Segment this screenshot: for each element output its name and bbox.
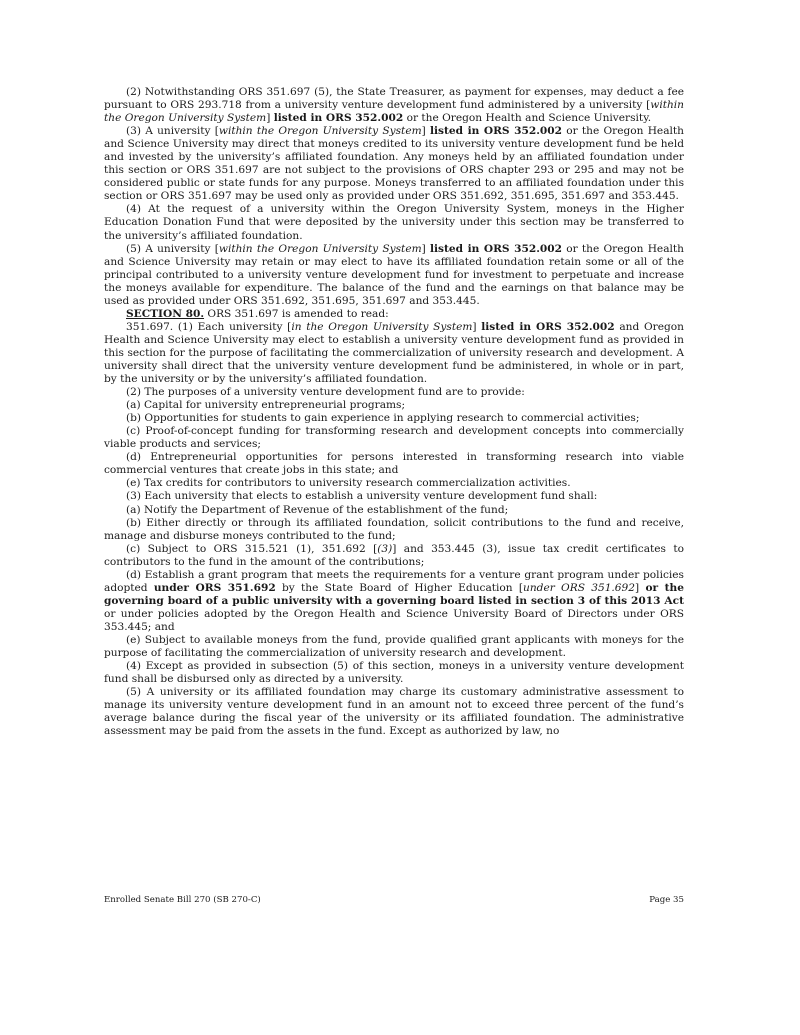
text-run: (4) Except as provided in subsection (5) of this section, moneys in a university venture development fund shall be disbursed only as directed by a university.	[104, 660, 684, 686]
text-run: (a) Notify the Department of Revenue of the establishment of the fund;	[126, 503, 509, 516]
text-run: (d) Establish a grant program that meets the requirements for a venture grant program under policies adopted	[104, 568, 684, 594]
text-run: (d) Entrepreneurial opportunities for persons interested in transforming research into viable commercial ventures that create jobs in this state; and	[104, 451, 684, 477]
paragraph	[104, 203, 684, 242]
paragraph	[104, 477, 684, 490]
paragraph	[104, 399, 684, 412]
text-run: (b) Opportunities for students to gain experience in applying research to commercial activities;	[126, 412, 640, 425]
paragraph	[104, 412, 684, 425]
paragraph	[104, 86, 684, 125]
bill-text	[104, 86, 684, 738]
amendment-insertion: listed in ORS 352.002	[481, 320, 615, 333]
text-run: or the Oregon Health and Science University may retain or may elect to have its affiliated foundation retain some or all of the principal contributed to a university venture development fund for investment to perpetuate and increase the moneys available for expenditure. The balance of the fund and the earnings on that balance may be used as provided under ORS 351.692, 351.695, 351.697 and 353.445.	[104, 242, 684, 307]
text-run: (3) Each university that elects to establish a university venture development fund shall:	[126, 490, 598, 503]
bill-identifier: Enrolled Senate Bill 270 (SB 270-C)	[104, 895, 261, 905]
text-run: (2) Notwithstanding ORS 351.697 (5), the State Treasurer, as payment for expenses, may deduct a fee pursuant to ORS 293.718 from a university venture development fund administered by a university [	[104, 86, 684, 112]
text-run: by the State Board of Higher Education [	[275, 581, 524, 594]
paragraph	[104, 451, 684, 477]
text-run: ] and 353.445 (3), issue tax credit certificates to contributors to the fund in the amount of the contributions;	[104, 542, 685, 568]
text-run: (5) A university [	[126, 242, 219, 255]
text-run: ]	[266, 112, 274, 125]
paragraph	[104, 425, 684, 451]
text-run: (4) At the request of a university within the Oregon University System, moneys in the Higher Education Donation Fund that were deposited by the university under this section may be transferred to the university’s affiliated foundation.	[104, 203, 684, 242]
amendment-deletion: within the Oregon University System	[218, 242, 422, 255]
paragraph	[104, 243, 684, 308]
paragraph	[104, 543, 684, 569]
text-run: (c) Proof-of-concept funding for transforming research and development concepts into commercially viable products and services;	[104, 425, 684, 451]
text-run: (e) Subject to available moneys from the fund, provide qualified grant applicants with moneys for the purpose of facilitating the commercialization of university research and development.	[104, 633, 684, 660]
text-run: or the Oregon Health and Science University may direct that moneys credited to its university venture development fund be held and invested by the university’s affiliated foundation. Any moneys held by an affiliated foundation under this section or ORS 351.697 are not subject to the provisions of ORS chapter 293 or 295 and may not be considered public or state funds for any purpose. Moneys transferred to an affiliated foundation under this section or ORS 351.697 may be used only as provided under ORS 351.692, 351.695, 351.697 and 353.445.	[104, 125, 684, 203]
text-run: (3) A university [	[126, 125, 219, 138]
amendment-insertion: listed in ORS 352.002	[430, 242, 563, 255]
amendment-deletion: under ORS 351.692	[523, 581, 636, 594]
paragraph	[104, 634, 684, 660]
text-run: and Oregon Health and Science University may elect to establish a university venture development fund as provided in this section for the purpose of facilitating the commercialization of university research and development. A university shall direct that the university venture development fund be administered, in whole or in part, by the university or by the university’s affiliated foundation.	[104, 320, 684, 386]
paragraph	[104, 386, 684, 399]
paragraph	[104, 321, 684, 386]
paragraph	[104, 517, 684, 543]
paragraph	[104, 490, 684, 503]
text-run: (a) Capital for university entrepreneurial programs;	[126, 399, 406, 412]
text-run: ]	[472, 320, 482, 333]
text-run: 351.697. (1) Each university [	[126, 320, 292, 333]
text-run: ]	[421, 242, 430, 255]
text-run: (5) A university or its affiliated foundation may charge its customary administrative assessment to manage its university venture development fund in an amount not to exceed three percent of the fund’s average balance during the fiscal year of the university or its affiliated foundation. The administrative assessment may be paid from the assets in the fund. Except as authorized by law, no	[104, 686, 684, 738]
paragraph	[104, 569, 684, 634]
amendment-deletion: (3)	[377, 542, 393, 555]
section-heading	[104, 308, 684, 321]
text-run: (c) Subject to ORS 315.521 (1), 351.692 [	[126, 542, 378, 555]
paragraph	[104, 125, 684, 203]
text-run: ]	[635, 581, 646, 594]
text-run: or under policies adopted by the Oregon Health and Science University Board of Directors under ORS 353.445; and	[104, 607, 684, 633]
amendment-insertion: under ORS 351.692	[153, 581, 276, 594]
amendment-insertion: listed in ORS 352.002	[273, 112, 404, 125]
amendment-insertion: listed in ORS 352.002	[430, 125, 563, 138]
amendment-insertion: or the governing board of a public university with a governing board listed in section 3 of this 2013 Act	[104, 581, 684, 607]
text-run: or the Oregon Health and Science University.	[403, 112, 652, 125]
text-run: (e) Tax credits for contributors to university research commercialization activities.	[126, 477, 571, 490]
text-run: ]	[421, 125, 430, 138]
text-run: (b) Either directly or through its affiliated foundation, solicit contributions to the fund and receive, manage and disburse moneys contributed to the fund;	[104, 516, 684, 542]
paragraph	[104, 504, 684, 517]
paragraph	[104, 686, 684, 738]
page-number: Page 35	[649, 895, 684, 905]
amendment-deletion: within the Oregon University System	[218, 125, 422, 138]
paragraph	[104, 660, 684, 686]
text-run: ORS 351.697 is amended to read:	[204, 307, 389, 320]
amendment-deletion: in the Oregon University System	[291, 320, 473, 333]
section-label: SECTION 80.	[126, 307, 205, 320]
amendment-deletion: within the Oregon University System	[104, 99, 684, 125]
text-run: (2) The purposes of a university venture development fund are to provide:	[126, 386, 525, 399]
